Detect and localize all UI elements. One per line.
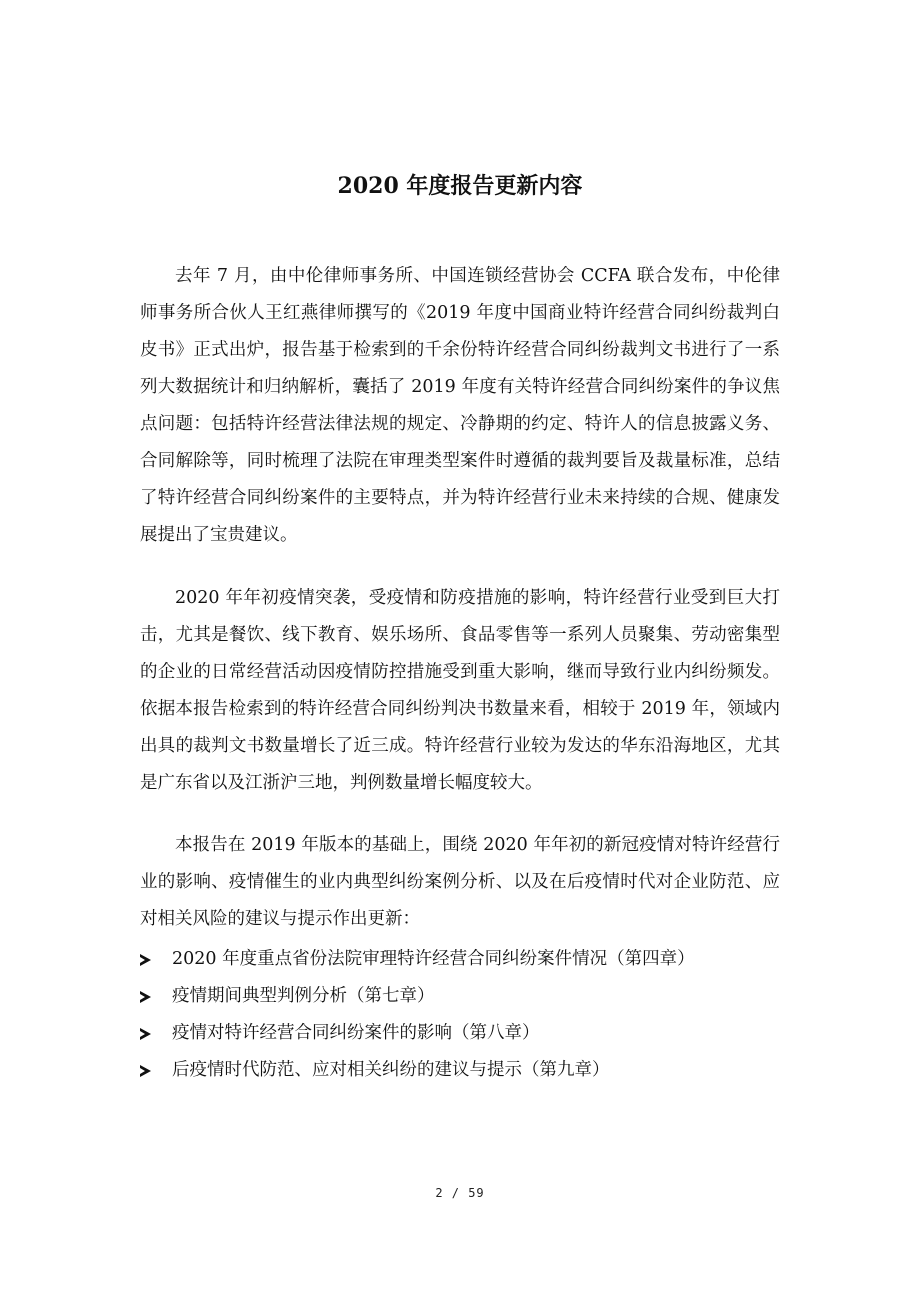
list-item-text: 后疫情时代防范、应对相关纠纷的建议与提示（第九章） <box>172 1060 610 1080</box>
list-item-text: 2020 年度重点省份法院审理特许经营合同纠纷案件情况（第四章） <box>172 949 695 969</box>
paragraph-pandemic: 2020 年年初疫情突袭，受疫情和防疫措施的影响，特许经营行业受到巨大打击，尤其是餐饮、线下教育、娱乐场所、食品零售等一系列人员聚集、劳动密集型的企业的日常经营活动因疫情防控措施受到重大影响，继而导致行业内纠纷频发。依据本报告检索到的特许经营合同纠纷判决书数量来看，相较于 2019 年，领域内出具的裁判文书数量增长了近三成。特许经营行业较为发达的华东沿海地区，尤其是广东省以及江浙沪三地，判例数量增长幅度较大。 <box>140 588 780 793</box>
page-title: 2020 年度报告更新内容 <box>337 173 583 199</box>
list-item <box>140 941 800 978</box>
page-number: 2 / 59 <box>435 1186 485 1200</box>
arrowhead-bullet-icon <box>140 1028 151 1040</box>
list-item <box>140 1015 800 1052</box>
arrowhead-bullet-icon <box>140 954 151 966</box>
arrowhead-bullet-icon <box>140 991 151 1003</box>
arrowhead-bullet-icon <box>140 1065 151 1077</box>
paragraph-intro: 去年 7 月，由中伦律师事务所、中国连锁经营协会 CCFA 联合发布，中伦律师事务所合伙人王红燕律师撰写的《2019 年度中国商业特许经营合同纠纷裁判白皮书》正式出炉，报告基于检索到的千余份特许经营合同纠纷裁判文书进行了一系列大数据统计和归纳解析，囊括了 2019 年度有关特许经营合同纠纷案件的争议焦点问题：包括特许经营法律法规的规定、冷静期的约定、特许人的信息披露义务、合同解除等，同时梳理了法院在审理类型案件时遵循的裁判要旨及裁量标准，总结了特许经营合同纠纷案件的主要特点，并为特许经营行业未来持续的合规、健康发展提出了宝贵建议。 <box>140 266 780 545</box>
list-item-text: 疫情对特许经营合同纠纷案件的影响（第八章） <box>172 1023 540 1043</box>
list-item <box>140 1052 800 1089</box>
paragraph-update: 本报告在 2019 年版本的基础上，围绕 2020 年年初的新冠疫情对特许经营行业的影响、疫情催生的业内典型纠纷案例分析、以及在后疫情时代对企业防范、应对相关风险的建议与提示作出更新： <box>140 835 780 929</box>
list-item <box>140 978 800 1015</box>
list-item-text: 疫情期间典型判例分析（第七章） <box>172 986 435 1006</box>
update-list <box>140 941 800 1089</box>
